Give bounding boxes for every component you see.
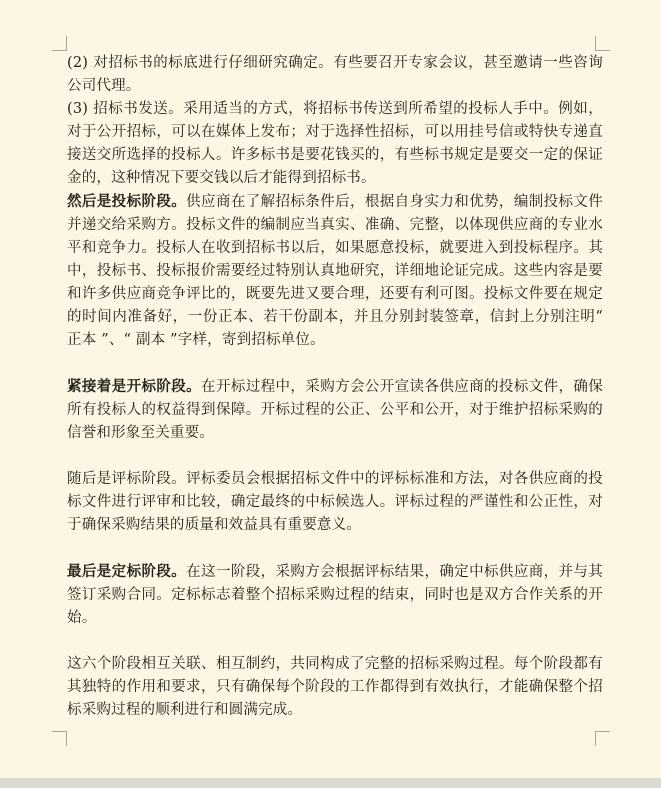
paragraph-text: (2) 对招标书的标底进行仔细研究确定。有些要召开专家会议，甚至邀请一些咨询公司代理。 — [67, 55, 603, 94]
page-bottom-shadow — [0, 778, 661, 788]
crop-mark-bottom-left — [52, 731, 67, 746]
paragraph-summary — [67, 653, 603, 722]
crop-mark-top-left — [52, 36, 67, 51]
paragraph-text: 随后是评标阶段。评标委员会根据招标文件中的评标标准和方法，对各供应商的投标文件进行评审和比较，确定最终的中标候选人。评标过程的严谨性和公正性，对于确保采购结果的质量和效益具有重要意义。 — [67, 471, 603, 533]
document-body — [67, 52, 603, 722]
paragraph-tender-distribution — [67, 98, 603, 190]
paragraph-evaluation-stage — [67, 468, 603, 537]
paragraph-standard-setting — [67, 52, 603, 98]
paragraph-text: 供应商在了解招标条件后，根据自身实力和优势，编制投标文件并递交给采购方。投标文件的编制应当真实、准确、完整，以体现供应商的专业水平和竞争力。投标人在收到招标书以后，如果愿意投标，就要进入到投标程序。其中，投标书、投标报价需要经过特别认真地研究，详细地论证完成。这些内容是要和许多供应商竞争评比的，既要先进又要合理，还要有利可图。投标文件要在规定的时间内准备好，一份正本、若干份副本，并且分别封装签章，信封上分别注明“ 正本 ”、“ 副本 ”字样，寄到招标单位。 — [67, 194, 603, 348]
paragraph-bidding-stage — [67, 190, 603, 352]
paragraph-award-stage — [67, 560, 603, 630]
paragraph-lead: 紧接着是开标阶段。 — [67, 378, 202, 395]
paragraph-text: (3) 招标书发送。采用适当的方式，将招标书传送到所希望的投标人手中。例如，对于公开招标，可以在媒体上发布；对于选择性招标，可以用挂号信或特快专递直接送交所选择的投标人。许多标书是要花钱买的，有些标书规定是要交一定的保证金的，这种情况下要交钱以后才能得到招标书。 — [67, 101, 603, 186]
crop-mark-bottom-right — [595, 731, 610, 746]
paragraph-text: 在这一阶段，采购方会根据评标结果，确定中标供应商，并与其签订采购合同。定标标志着整个招标采购过程的结束，同时也是双方合作关系的开始。 — [67, 564, 603, 626]
paragraph-lead: 最后是定标阶段。 — [67, 563, 187, 580]
crop-mark-top-right — [595, 36, 610, 51]
paragraph-opening-stage — [67, 375, 603, 445]
paragraph-text: 这六个阶段相互关联、相互制约，共同构成了完整的招标采购过程。每个阶段都有其独特的作用和要求，只有确保每个阶段的工作都得到有效执行，才能确保整个招标采购过程的顺利进行和圆满完成。 — [67, 656, 603, 718]
paragraph-text: 在开标过程中，采购方会公开宣读各供应商的投标文件，确保所有投标人的权益得到保障。开标过程的公正、公平和公开，对于维护招标采购的信誉和形象至关重要。 — [67, 379, 603, 441]
paragraph-lead: 然后是投标阶段。 — [67, 193, 187, 210]
